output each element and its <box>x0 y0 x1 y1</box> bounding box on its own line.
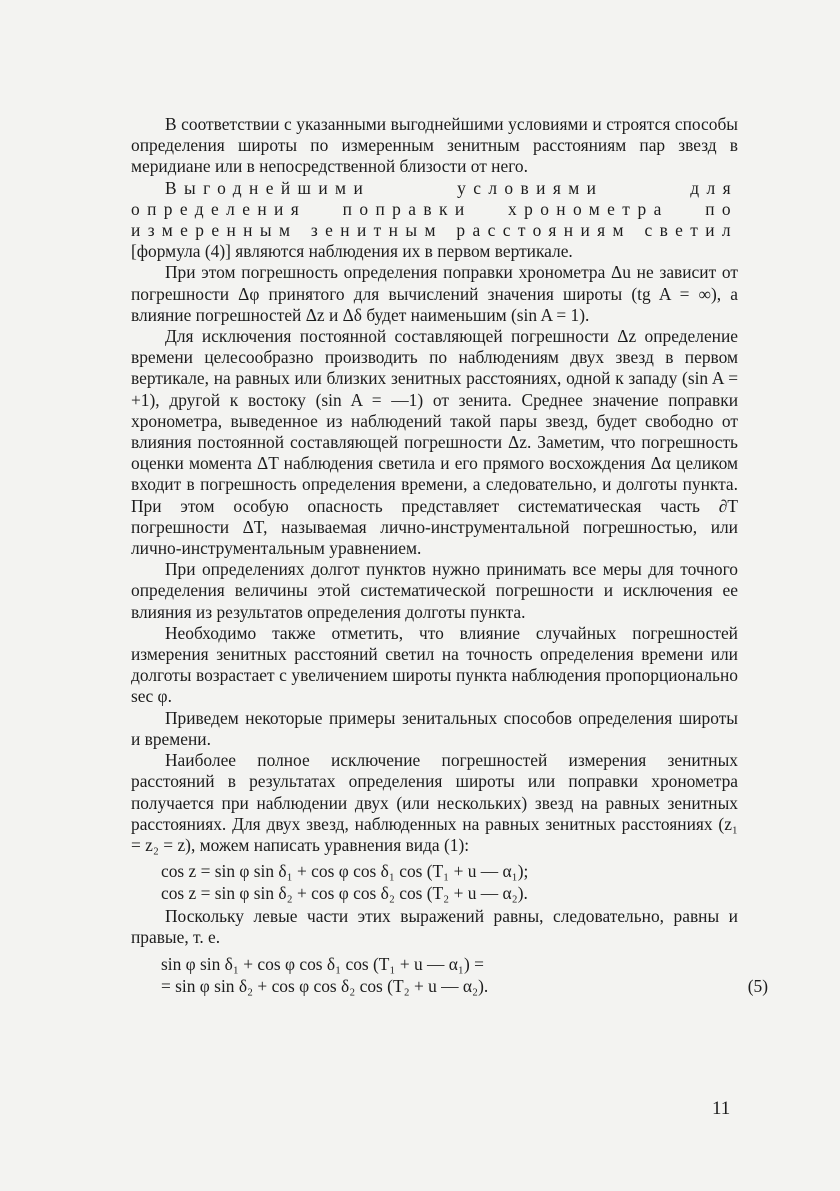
equation-5 <box>161 953 768 997</box>
paragraph-1: В соответствии с указанными выгоднейшими условиями и строятся способы определения широты по измеренным зенитным расстояниям пар звезд в меридиане или в непосредственной близости от него. <box>131 114 738 177</box>
paragraph-9: Поскольку левые части этих выражений равны, следовательно, равны и правые, т. е. <box>131 906 738 948</box>
paragraph-5: При определениях долгот пунктов нужно принимать все меры для точного определения величины этой систематической погрешности и исключения ее влияния из результатов определения долготы пункта. <box>131 559 738 622</box>
equation-5a: sin φ sin δ₁ + cos φ cos δ₁ cos (T₁ + u — α₁) = <box>161 953 484 974</box>
body-text <box>131 114 768 999</box>
equation-1a: cos z = sin φ sin δ₁ + cos φ cos δ₁ cos (T₁ + u — α₁); <box>161 861 529 882</box>
equation-5b-line <box>161 975 768 997</box>
spaced-emphasis: Выгоднейшими условиями для определения поправки хронометра по измеренным зенитным расстояниям светил <box>131 177 738 241</box>
equation-1b: cos z = sin φ sin δ₂ + cos φ cos δ₂ cos (T₂ + u — α₂). <box>161 883 528 904</box>
paragraph-8: Наиболее полное исключение погрешностей измерения зенитных расстояний в результатах определения широты или поправки хронометра получается при наблюдении двух (или нескольких) звезд на равных зенитных расстояниях. Для двух звезд, наблюденных на равных зенитных расстояниях (z₁ = z₂ = z), можем написать уравнения вида (1): <box>131 750 738 855</box>
paragraph-7: Приведем некоторые примеры зенитальных способов определения широты и времени. <box>131 707 738 749</box>
paragraph-3: При этом погрешность определения поправки хронометра Δu не зависит от погрешности Δφ принятого для вычислений значения широты (tg A = ∞), а влияние погрешностей Δz и Δδ будет наименьшим (sin A = 1). <box>131 262 738 325</box>
paragraph-6: Необходимо также отметить, что влияние случайных погрешностей измерения зенитных расстояний светил на точность определения времени или долготы возрастает с увеличением широты пункта наблюдения пропорционально sec φ. <box>131 622 738 707</box>
paragraph-2-tail: [формула (4)] являются наблюдения их в первом вертикале. <box>131 241 573 262</box>
equation-number: (5) <box>747 975 768 996</box>
equations-1 <box>161 860 738 904</box>
paragraph-4: Для исключения постоянной составляющей погрешности Δz определение времени целесообразно производить по наблюдениям двух звезд в первом вертикале, на равных или близких зенитных расстояниях, одной к западу (sin A = +1), другой к востоку (sin A = —1) от зенита. Среднее значение поправки хронометра, выведенное из наблюдений такой пары звезд, будет свободно от влияния постоянной составляющей погрешности Δz. Заметим, что погрешность оценки момента ΔT наблюдения светила и его прямого восхождения Δα целиком входит в погрешность определения времени, а следовательно, и долготы пункта. При этом особую опасность представляет систематическая часть ∂T погрешности ΔT, называемая лично-инструментальной погрешностью, или лично-инструментальным уравнением. <box>131 326 738 559</box>
paragraph-2 <box>131 178 738 263</box>
page-number: 11 <box>712 1098 731 1119</box>
equation-5b: = sin φ sin δ₂ + cos φ cos δ₂ cos (T₂ + u — α₂). <box>161 975 489 996</box>
